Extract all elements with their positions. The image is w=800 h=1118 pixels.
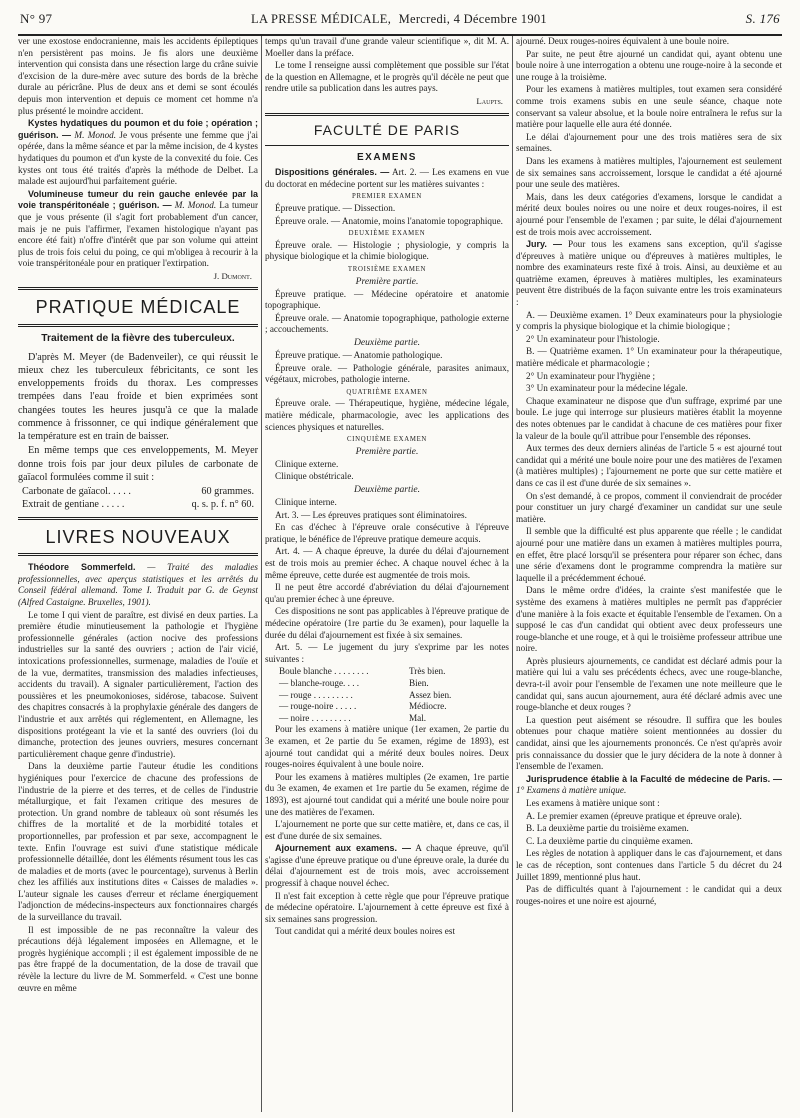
paragraph: [516, 774, 782, 797]
paragraph: Mais, dans les deux catégories d'examens, lorsque le candidat a mérité deux boules noires ou une noire et deux rouges-noires, il est ajourné pour l'ensemble de l'examen ; par suite, le délai d'ajournement est de trois mois avec accroissement.: [516, 191, 782, 237]
ball-color: — rouge-noire . . . . .: [279, 701, 357, 712]
text: La tumeur que je vous présente (il s'agit fort probablement d'un cancer, mais je ne puis l'affirmer, l'examen histologique n'ayant pas encore été fait) n'offre d'intérêt que par son volume qui atteint plus de trois fois celui du poing, ce qui m'obligea à recourir à la voie transpéritonéale pour en pratiquer l'extirpation.: [18, 200, 258, 269]
ingredient: Extrait de gentiane . . . . .: [22, 499, 125, 511]
text: A chaque épreuve, qu'il s'agisse d'une épreuve pratique ou d'une épreuve orale, la durée du délai d'ajournement est de trois mois, avec accroissement progressif à chaque nouvel échec.: [265, 843, 509, 889]
paragraph: Il n'est fait exception à cette règle que pour l'épreuve pratique de médecine opératoire. L'ajournement à cette épreuve est fixé à six semaines sans progression.: [265, 890, 509, 924]
section-banner: [18, 517, 258, 557]
exam-heading: PREMIER EXAMEN: [351, 193, 423, 201]
paragraph: Épreuve orale. — Histologie ; physiologie, y compris la physique biologique et la chimie biologique.: [265, 239, 509, 262]
text: Je vous présente une femme que j'ai opérée, dans la même séance et par la même incision, de 4 kystes hydatiques du poumon et d'un kyste de la convexité du foie. Ces kystes ont tous été traités d'après la méthode de Delbet. La malade est aujourd'hui parfaitement guérie.: [18, 129, 258, 187]
article-title: Traitement de la fièvre des tuberculeux.: [41, 332, 235, 344]
prescription-line: [18, 498, 258, 511]
exam-heading: TROISIÈME EXAMEN: [347, 265, 427, 273]
paragraph: En cas d'échec à l'épreuve orale consécutive à l'épreuve pratique, le bénéfice de l'épreuve pratique demeure acquis.: [265, 522, 509, 544]
column-2: [265, 36, 509, 1112]
paragraph: Épreuve pratique. — Anatomie pathologique.: [275, 350, 443, 361]
paragraph: A. Le premier examen (épreuve pratique et épreuve orale).: [526, 810, 742, 821]
author: M. Monod.: [174, 200, 217, 211]
page-number: N° 97: [20, 11, 53, 26]
paragraph: temps qu'un travail d'une grande valeur scientifique », dit M. A. Moeller dans la préface.: [265, 36, 509, 58]
paragraph: C. La deuxième partie du cinquième examen.: [526, 835, 693, 846]
paragraph: Épreuve orale. — Thérapeutique, hygiène, médecine légale, matière médicale, pharmacologie, avec les applications des sciences physiques et naturelles.: [265, 398, 509, 432]
signature: J. Dumont.: [213, 270, 252, 281]
exam-heading: DEUXIÈME EXAMEN: [348, 230, 426, 238]
paragraph: Par suite, ne peut être ajourné un candidat qui, ayant obtenu une boule noire à une interrogation a obtenu une rouge-noire à la seconde et une rouge à la troisième.: [516, 48, 782, 82]
paragraph: Le délai d'ajournement pour une des trois matières sera de six semaines.: [516, 131, 782, 154]
paragraph: Après plusieurs ajournements, ce candidat est déclaré admis pour la matière qui lui a valu ses précédents échecs, avec une rouge-blanche, devra-t-il avoir pour l'ensemble de l'examen une note meilleure que le candidat qui, sans aucun ajournement, aura été déclaré admis avec une rouge-blanche et deux rouges ?: [516, 655, 782, 713]
column-3: [516, 36, 782, 1112]
paragraph: Aux termes des deux derniers alinéas de l'article 5 « est ajourné tout candidat qui a mérité une boule noire pour une des matières de l'examen (à matières multiples) ; l'ajournement ne porte que sur cette matière et dans ce cas il est d'une durée de six semaines ».: [516, 443, 782, 488]
grade: Très bien.: [409, 666, 446, 677]
book-author: Théodore Sommerfeld.: [28, 562, 136, 573]
paragraph: [18, 562, 258, 608]
paragraph: Art. 3. — Les épreuves pratiques sont éliminatoires.: [275, 509, 467, 520]
section-heading: Jury. —: [526, 239, 562, 250]
prescription-line: [18, 485, 258, 498]
section-title: FACULTÉ DE PARIS: [313, 122, 461, 139]
section-title: LIVRES NOUVEAUX: [45, 526, 231, 547]
paragraph: Tout candidat qui a mérité deux boules noires est: [275, 926, 455, 937]
signature: Laupts.: [476, 95, 503, 106]
scale-row: [279, 701, 509, 713]
part-heading: Deuxième partie.: [353, 336, 421, 348]
part-heading: Deuxième partie.: [353, 484, 421, 495]
section-banner: [18, 287, 258, 327]
paragraph: [516, 239, 782, 309]
scale-row: [279, 666, 509, 678]
paragraph: Dans les examens à matières multiples, l'ajournement est seulement de six semaines sans accroissement, lorsque le candidat a été ajourné pour une seule des matières.: [516, 155, 782, 190]
paragraph: 2° Un examinateur pour l'hygiène ;: [526, 370, 656, 381]
paragraph: Pour les examens à matières multiples, tout examen sera considéré comme trois examens subis en une seule séance, chaque note conservant sa valeur absolue, et la boule noire entraînera le refus sur la matière pour laquelle elle aura été donnée.: [516, 84, 782, 130]
column-rule: [261, 36, 262, 1112]
paragraph: Épreuve pratique. — Médecine opératoire et anatomie topographique.: [265, 288, 509, 311]
section-title: PRATIQUE MÉDICALE: [35, 296, 241, 317]
paragraph: En même temps que ces enveloppements, M. Meyer donne trois fois par jour deux pilules de carbonate de gaïacol formulées comme il suit :: [18, 445, 258, 483]
grading-scale: [265, 666, 509, 724]
paragraph: Épreuve orale. — Anatomie, moins l'anatomie topographique.: [275, 215, 503, 226]
paragraph: On s'est demandé, à ce propos, comment il conviendrait de procéder pour constituer un jury chargé d'examiner un candidat sur une seule matière.: [516, 490, 782, 524]
paragraph: La question peut aisément se résoudre. Il suffira que les boules obtenues pour chaque matière soient mentionnées au dossier du candidat, ainsi que les ajournements prononcés. Ce n'est qu'après avoir pris connaissance du dossier que le jury décidera de la note à donner à l'ensemble de l'examen.: [516, 714, 782, 772]
ball-color: Boule blanche . . . . . . . .: [279, 666, 369, 677]
grade: Médiocre.: [409, 701, 447, 712]
text: Pour tous les examens sans exception, qu'il s'agisse d'épreuves à matière unique ou d'épreuves à matières multiples, le nombre des examinateurs reste fixé à trois. Ainsi, au deuxième et au quatrième examen, épreuves à matières multiples, les examinateurs peuvent être distribués de la façon suivante entre les trois examinateurs :: [516, 239, 782, 308]
column-rule: [512, 36, 513, 1112]
paragraph: A. — Deuxième examen. 1° Deux examinateurs pour la physiologie y compris la physique biologique et la chimie biologique ;: [516, 309, 782, 332]
section-heading: Dispositions générales. —: [275, 167, 390, 178]
quantity: q. s. p. f. n° 60.: [191, 499, 254, 511]
paragraph: [265, 167, 509, 190]
paragraph: Épreuve orale. — Pathologie générale, parasites animaux, végétaux, microbes, pathologie interne.: [265, 362, 509, 385]
text: 1° Examens à matière unique.: [516, 785, 627, 796]
quantity: 60 grammes.: [201, 486, 254, 498]
paragraph: Épreuve orale. — Anatomie topographique, pathologie externe ; accouchements.: [265, 312, 509, 335]
column-1: [18, 36, 258, 1112]
ball-color: — rouge . . . . . . . . .: [279, 689, 353, 700]
section-heading: Volumineuse tumeur du rein gauche enlevée par la voie transpéritonéale ; guérison. —: [18, 188, 258, 211]
paragraph: Il ne peut être accordé d'abréviation du délai d'ajournement qu'au premier échec à une épreuve.: [265, 582, 509, 604]
paragraph: B. La deuxième partie du troisième examen.: [526, 823, 689, 834]
paragraph: Art. 4. — A chaque épreuve, la durée du délai d'ajournement est de trois mois au premier échec. A chaque nouvel échec à la même épreuve, cette durée est augmentée de trois mois.: [265, 546, 509, 580]
section-heading: Ajournement aux examens. —: [275, 843, 411, 854]
paragraph: Pas de difficultés quant à l'ajournement : le candidat qui a deux rouges-noires et une noire est ajourné,: [516, 884, 782, 906]
scale-row: [279, 678, 509, 690]
section-heading: Kystes hydatiques du poumon et du foie ; opération ; guérison. —: [18, 118, 258, 140]
part-heading: Première partie.: [355, 275, 419, 287]
exam-heading: QUATRIÈME EXAMEN: [346, 388, 428, 396]
paragraph: Chaque examinateur ne dispose que d'un suffrage, exprimé par une boule. Le juge qui interroge sur plusieurs matières établit la moyenne des notes obtenues par le candidat à chacune de ces matières pour fixer la valeur de la boule qu'il attribue pour l'ensemble des réponses.: [516, 395, 782, 441]
section-banner: [265, 113, 509, 146]
section-heading: Jurisprudence établie à la Faculté de médecine de Paris. —: [526, 773, 782, 784]
paragraph: Il est impossible de ne pas reconnaître la valeur des précautions déjà légalement imposées en Allemagne, et le progrès hygiénique accompli ; il est également impossible de ne pas être frappé de la documentation, de la dose de travail que révèle la lecture du livre de M. Sommerfeld. « C'est une bonne œuvre en même: [18, 924, 258, 993]
paragraph: Les examens à matière unique sont :: [526, 798, 660, 808]
paragraph: L'ajournement ne porte que sur cette matière, et, dans ce cas, il est d'une durée de six semaines.: [265, 819, 509, 841]
paragraph: Pour les examens à matières multiples (2e examen, 1re partie du 3e examen, 4e examen et 1re partie du 5e examen, régime de 1893), est ajourné tout candidat qui a mérité une boule noire pour une des matières de l'examen.: [265, 771, 509, 817]
paragraph: ver une exostose endocranienne, mais les accidents épileptiques n'en persistèrent pas moins. Je fis alors une deuxième intervention qui consista dans une résection large du crâne suivie d'excision de la dure-mère avec suture des bords de la brèche durale au péricrâne. Plus de deux ans et demi se sont écoulés depuis mon intervention et depuis ce moment cet homme n'a plus présenté le moindre accident.: [18, 36, 258, 116]
article-body: [18, 351, 258, 512]
exam-heading: CINQUIÈME EXAMEN: [346, 436, 428, 444]
paragraph: Art. 5. — Le jugement du jury s'exprime par les notes suivantes :: [265, 642, 509, 664]
ingredient: Carbonate de gaïacol. . . . .: [22, 486, 131, 498]
part-heading: Première partie.: [355, 445, 419, 457]
paragraph: Les règles de notation à appliquer dans le cas d'ajournement, et dans le cas de réception, sont contenues dans l'article 5 du décret du 24 Juillet 1899, mentionné plus haut.: [516, 848, 782, 882]
paragraph: 2° Un examinateur pour l'histologie.: [526, 333, 660, 344]
paragraph: B. — Quatrième examen. 1° Un examinateur pour la thérapeutique, matière médicale et pharmacologie ;: [516, 346, 782, 369]
page-header: [20, 6, 780, 32]
grade: Mal.: [409, 712, 427, 723]
paragraph: Pour les examens à matière unique (1er examen, 2e partie du 3e examen, et 2e partie du 5e examen, régime de 1893), est ajourné tout candidat qui a mérité deux boules noires. Deux rouges-noires équivalent à une boule noire.: [265, 724, 509, 770]
paragraph: [18, 118, 258, 188]
author: M. Monod.: [74, 129, 117, 140]
journal-name: LA PRESSE MÉDICALE,: [251, 11, 392, 26]
scale-row: [279, 713, 509, 725]
grade: Bien.: [409, 677, 429, 688]
folio: S. 176: [745, 11, 780, 26]
paragraph: Dans le même ordre d'idées, la crainte s'est manifestée que le système des examens à matières multiples ne permît pas d'apprécier d'une manière à la fois exacte et équitable l'ensemble de l'examen. On a supposé le cas d'un candidat qui obtient avec deux professeurs une rouge-blanche et une rouge, et à qui le troisième professeur attribue une noire.: [516, 585, 782, 654]
paragraph: Il semble que la difficulté est plus apparente que réelle ; le candidat ajourné pour une matière dans un examen à matières multiples pourra, en effet, être placé lorsqu'il se présentera pour réparer son échec, dans une série d'examens dont le programme comprendra la matière sur laquelle il a précédemment échoué.: [516, 526, 782, 583]
paragraph: D'après M. Meyer (de Badenveiler), ce qui réussit le mieux chez les tuberculeux fébricitants, ce sont les enveloppements froids du thorax. Les compresses trempées dans l'eau froide et bien exprimées sont changées toutes les heures jusqu'à ce que la malade commence à frissonner, ce qui indique généralement que la température est en train de baisser.: [18, 351, 258, 443]
paragraph: 3° Un examinateur pour la médecine légale.: [526, 383, 688, 394]
paragraph: Clinique interne.: [275, 497, 337, 508]
grade: Assez bien.: [409, 689, 452, 700]
text: Art. 2. — Les examens en vue du doctorat en médecine portent sur les matières suivantes :: [265, 167, 509, 189]
paragraph: Le tome I renseigne aussi complètement que possible sur l'état de la question en Allemagne, et le progrès qu'il décèle ne peut que rendre utile sa publication dans les autres pays.: [265, 60, 509, 94]
ball-color: — blanche-rouge. . . .: [279, 677, 360, 688]
paragraph: Clinique obstétricale.: [275, 471, 354, 482]
ball-color: — noire . . . . . . . . .: [279, 712, 351, 723]
paragraph: Clinique externe.: [275, 458, 339, 469]
sub-section-title: EXAMENS: [357, 151, 417, 163]
paragraph: ajourné. Deux rouges-noires équivalent à une boule noire.: [516, 36, 730, 46]
paragraph: [18, 189, 258, 270]
scale-row: [279, 690, 509, 702]
paragraph: Le tome I qui vient de paraître, est divisé en deux parties. La première étudie minutieusement la pathologie et l'hygiène professionnelle générales (action nocive des professions industrielles sur la santé des ouvriers ; action de l'air vicié, intoxications professionnelles, surmenage, maladies de l'ouïe et de la vue, dermatites, transmission des maladies infectieuses, accidents du travail). A signaler particulièrement, l'action des poussières et les pneumokonioses, sidérose, tabacose. Suivent des chapitres consacrés à la prophylaxie générale des dangers de l'industrie et aux arrêtés qui réglementent, en Allemagne, les dispositions protégeant la vie et la santé des ouvriers (loi du dimanche, protection des jeunes ouvriers, mesures concernant particulièrement chaque genre d'industrie).: [18, 609, 258, 759]
running-title: [249, 12, 549, 27]
paragraph: Épreuve pratique. — Dissection.: [275, 203, 396, 214]
paragraph: Dans la deuxième partie l'auteur étudie les conditions hygiéniques pour l'exercice de chacune des professions de l'industrie de la pierre et des terres, et de celles de l'industrie métallurgique, et fait l'examen critique des mesures de protection. Un grand nombre de tableaux où sont résumés les chiffres de la mortalité et de la morbidité totales et proportionnelles, par profession et par sexe, accompagnent le texte. Enfin l'ouvrage est suivi d'une statistique médicale professionnelle détaillée, dont les éléments résument tous les cas de maladies et de morts (avec le pourcentage), survenus à Berlin chez les affiliés aux institutions dites « Caisses de maladies ». L'auteur signale les causes d'erreur et réclame énergiquement l'adjonction de médecins-inspecteurs aux fonctionnaires chargés de la surveillance du travail.: [18, 761, 258, 923]
paragraph: [265, 843, 509, 889]
book-reference: — Traité des maladies professionnelles, avec aperçus statistiques et les arrêtés du Conseil fédéral allemand. Tome I. Traduit par G. de Geynst (Alfred Castaigne. Bruxelles, 1901).: [18, 562, 258, 608]
paragraph: Ces dispositions ne sont pas applicables à l'épreuve pratique de médecine opératoire (1re partie du 3e examen), pour laquelle la durée du délai d'ajournement est fixée à six semaines.: [265, 606, 509, 640]
issue-date: Mercredi, 4 Décembre 1901: [398, 11, 547, 26]
